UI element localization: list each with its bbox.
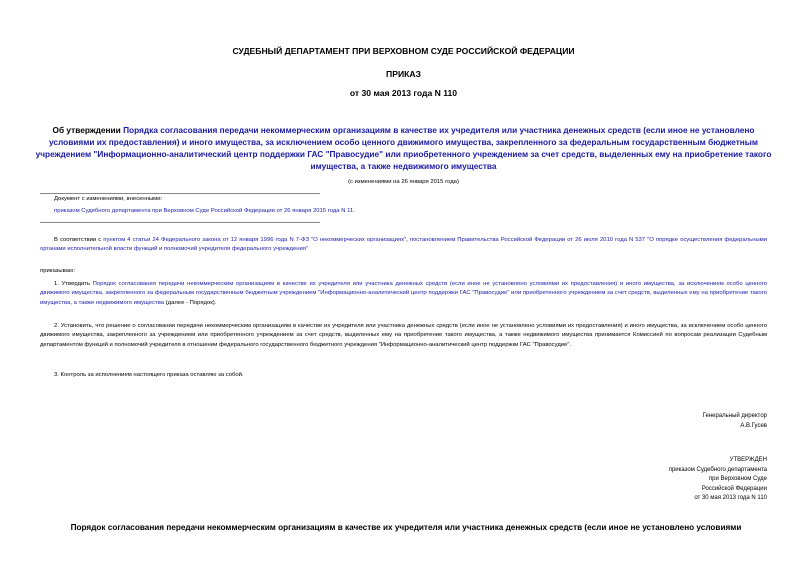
item-2-paragraph: 2. Установить, что решение о согласовании передачи некоммерческим организациям в качестве их учредителя или участника денежных средств (если иное не установлено условиями их предоставления) и иного имущества, за исключением особо ценного движимого имущества, закрепленного за учреждением или приобретенного учреждением за счет средств, выделенных ему на приобретение такого имущества, а также недвижимого имущества принимается Комиссией по вопросам реализации Судебным департаментом функций и полномочий учредителя в отношении федерального государственного бюджетного учреждения "Информационно-аналитический центр поддержки ГАС "Правосудие". [40, 323, 767, 348]
approval-line-3: при Верховном Суде [708, 476, 767, 482]
changes-label: Документ с изменениями, внесенными: [54, 196, 163, 202]
preamble-decree-link[interactable]: постановлением Правительства Российской Федерации от 26 июля 2010 года N 537 "О порядке осуществления федеральными органами исполнительной власти функций и полномочий учредителя федерального учреждения" [40, 237, 768, 253]
title-link[interactable]: Порядка согласования передачи некоммерческим организациям в качестве их учредителя или участника денежных средств (если иное не установлено условиями их предоставления) и иного имущества, за исключением особо ценного движимого имущества, закрепленного за федеральным государственным бюджетным учреждением "Информационно-аналитический центр поддержки ГАС "Правосудие" или приобретенного учреждением за счет средств, выделенных ему на приобретение такого имущества, а также недвижимого имущества [35, 125, 772, 171]
item-1-paragraph [40, 280, 767, 308]
changes-link[interactable]: приказом Судебного департамента при Верховном Суде Российской Федерации от 26 января 2015 года N 11. [54, 208, 355, 214]
changes-top-rule [40, 193, 320, 194]
item-1-link[interactable]: Порядок согласования передачи некоммерческим организациям в качестве их учредителя или участника денежных средств (если иное не установлено условиями их предоставления) и иного имущества, за исключением особо ценного движимого имущества, закрепленного за федеральным государственным бюджетным учреждением "Информационно-аналитический центр поддержки ГАС "Правосудие" или приобретенного учреждением за счет средств, выделенных ему на приобретение такого имущества, а также недвижимого имущества [40, 281, 768, 306]
approval-block [560, 456, 767, 504]
document-title [30, 124, 777, 172]
title-prefix: Об утверждении [52, 125, 124, 135]
amendment-note: (с изменениями на 26 января 2015 года) [348, 179, 459, 185]
approval-line-5: от 30 мая 2013 года N 110 [694, 495, 767, 501]
preamble-law-link[interactable]: пунктом 4 статьи 24 Федерального закона от 12 января 1996 года N 7-ФЗ "О некоммерческих организациях" [103, 237, 407, 243]
approval-line-2: приказом Судебного департамента [668, 466, 767, 473]
approval-line-1: УТВЕРЖДЕН [729, 457, 767, 463]
item-1-prefix: 1. Утвердить [54, 281, 93, 287]
signature-block [560, 412, 767, 431]
signature-name: А.В.Гусев [740, 422, 767, 429]
doc-date-heading: от 30 мая 2013 года N 110 [349, 88, 458, 98]
preamble-text-1: В соответствии с [54, 237, 104, 243]
item-1-suffix: (далее - Порядок). [164, 299, 217, 306]
order-word: приказываю: [40, 268, 76, 274]
preamble-text-2: , [406, 237, 410, 243]
changes-bottom-rule [40, 222, 320, 223]
procedure-heading: Порядок согласования передачи некоммерческим организациям в качестве их учредителя или участника денежных средств (если иное не установлено условиями [70, 523, 742, 532]
approval-line-4: Российской Федерации [701, 485, 767, 492]
doc-type-heading: ПРИКАЗ [386, 69, 421, 79]
agency-heading: СУДЕБНЫЙ ДЕПАРТАМЕНТ ПРИ ВЕРХОВНОМ СУДЕ РОССИЙСКОЙ ФЕДЕРАЦИИ [232, 46, 575, 56]
signature-position: Генеральный директор [702, 413, 767, 419]
preamble-paragraph [40, 236, 767, 255]
item-3-paragraph: 3. Контроль за исполнением настоящего приказа оставляю за собой. [54, 372, 244, 378]
